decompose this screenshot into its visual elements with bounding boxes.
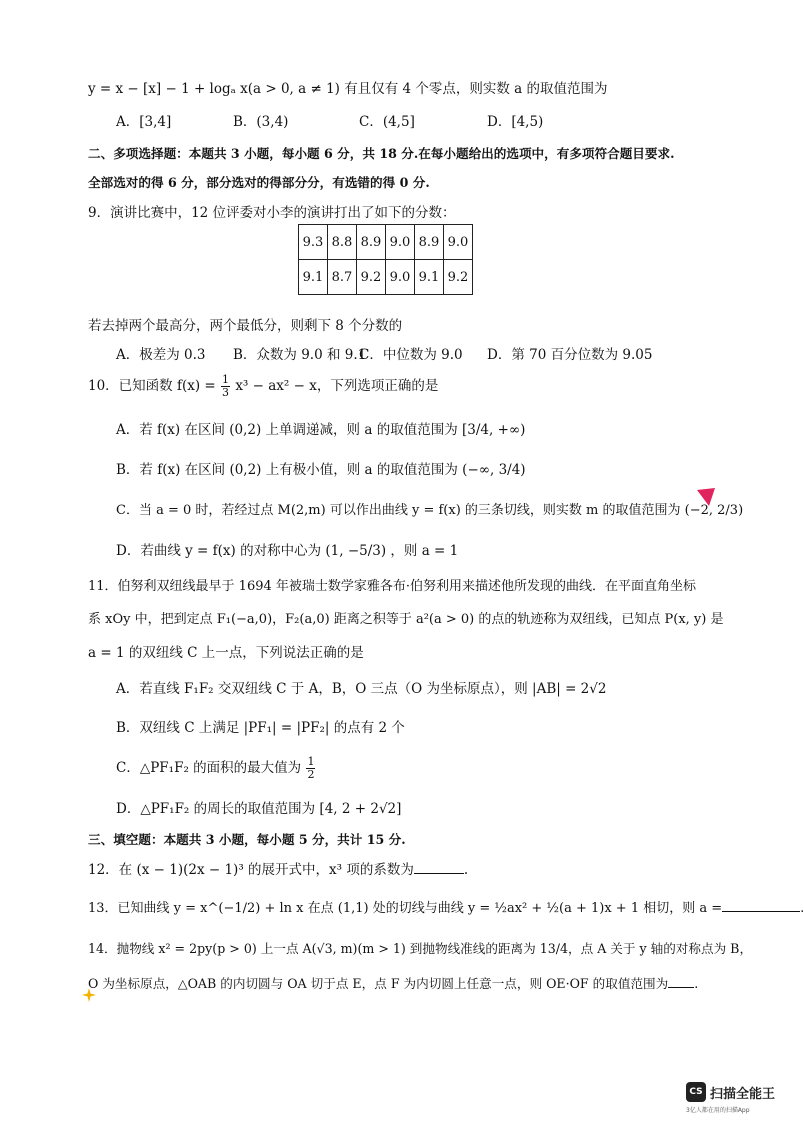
q11-frac-num: 1 [307, 755, 315, 768]
q9-after-text: 若去掉两个最高分，两个最低分，则剩下 8 个分数的 [88, 318, 403, 334]
q9-stem: 9．演讲比赛中，12 位评委对小李的演讲打出了如下的分数： [88, 205, 456, 221]
q10-option-d [116, 539, 458, 559]
q14-line2-text: O 为坐标原点，△OAB 的内切圆与 OA 切于点 E，点 F 为内切圆上任意一点，则 OE·OF 的取值范围为 [88, 976, 669, 991]
q10-stem [88, 374, 438, 399]
q12 [88, 858, 468, 878]
section2-title-line2: 全部选对的得 6 分，部分选对的得部分分，有选错的得 0 分. [88, 175, 430, 190]
q11-line3: a = 1 的双纽线 C 上一点，下列说法正确的是 [88, 645, 364, 661]
score-cell: 9.1 [415, 260, 444, 295]
score-cell: 9.0 [386, 225, 415, 260]
q10-fraction [221, 374, 230, 399]
q14-answer-blank [668, 987, 694, 988]
scanner-tagline: 3亿人都在用的扫描App [686, 1107, 750, 1114]
q10-option-c-value: (−2, 2/3) [684, 503, 744, 518]
q9-option-c: C．中位数为 9.0 [359, 347, 463, 363]
score-row-1 [299, 225, 473, 260]
section3-title: 三、填空题：本题共 3 小题，每小题 5 分，共计 15 分. [88, 832, 406, 847]
q13-stem: 13．已知曲线 y = x^(−1/2) + ln x 在点 (1,1) 处的切线与曲线 y = ½ax² + ½(a + 1)x + 1 相切，则 a = [88, 901, 723, 916]
q10-frac-den: 3 [222, 386, 230, 399]
q11-option-d: D．△PF₁F₂ 的周长的取值范围为 [4, 2 + 2√2] [116, 801, 402, 817]
q10-option-a-text: A．若 f(x) 在区间 (0,2) 上单调递减，则 a 的取值范围为 [116, 422, 458, 438]
q10-option-a [116, 418, 525, 438]
q14-end: . [694, 976, 699, 991]
q11-option-a: A．若直线 F₁F₂ 交双纽线 C 于 A，B，O 三点（O 为坐标原点），则 |AB| = 2√2 [116, 681, 607, 697]
q11-option-c-fraction [306, 756, 315, 781]
q10-option-d-tail: ，则 a = 1 [390, 543, 459, 559]
q10-option-b-value: (−∞, 3/4) [462, 462, 526, 478]
q10-option-b [116, 458, 526, 478]
score-table [298, 224, 473, 295]
q10-stem-start: 10．已知函数 f(x) = [88, 378, 216, 394]
q11-option-b: B．双纽线 C 上满足 |PF₁| = |PF₂| 的点有 2 个 [116, 720, 405, 736]
score-row-2 [299, 260, 473, 295]
q10-option-c [116, 499, 743, 518]
q14-line2 [88, 973, 698, 992]
q10-option-b-text: B．若 f(x) 在区间 (0,2) 上有极小值，则 a 的取值范围为 [116, 462, 458, 478]
q10-option-a-value: [3/4, +∞) [462, 422, 526, 438]
sparkle-icon [82, 988, 96, 1002]
q12-stem: 12．在 (x − 1)(2x − 1)³ 的展开式中，x³ 项的系数为 [88, 862, 414, 878]
score-cell: 9.3 [299, 225, 328, 260]
score-cell: 8.9 [357, 225, 386, 260]
q13-answer-blank [722, 911, 800, 912]
q8-option-d: D．[4,5) [487, 114, 544, 130]
q13-end: . [800, 901, 804, 916]
q8-option-a: A．[3,4] [116, 114, 172, 130]
score-cell: 8.7 [328, 260, 357, 295]
q12-answer-blank [414, 873, 464, 874]
red-flag-mark [695, 486, 717, 508]
scanner-logo [686, 1080, 778, 1116]
q8-option-b: B．(3,4) [233, 114, 289, 130]
q11-frac-den: 2 [307, 768, 315, 781]
q10-option-c-text: C．当 a = 0 时，若经过点 M(2,m) 可以作出曲线 y = f(x) 的三条切线，则实数 m 的取值范围为 [116, 503, 681, 518]
q10-option-d-text: D．若曲线 y = f(x) 的对称中心为 [116, 543, 322, 559]
q10-stem-end: x³ − ax² − x，下列选项正确的是 [235, 378, 439, 394]
q8-stem: y = x − [x] − 1 + logₐ x(a > 0, a ≠ 1) 有且仅有 4 个零点，则实数 a 的取值范围为 [88, 81, 608, 97]
score-cell: 8.8 [328, 225, 357, 260]
score-cell: 8.9 [415, 225, 444, 260]
q14-line1: 14．抛物线 x² = 2py(p > 0) 上一点 A(√3, m)(m > 1) 到抛物线准线的距离为 13/4，点 A 关于 y 轴的对称点为 B， [88, 941, 753, 956]
score-cell: 9.0 [386, 260, 415, 295]
score-cell: 9.2 [444, 260, 473, 295]
score-cell: 9.0 [444, 225, 473, 260]
q10-frac-num: 1 [222, 373, 230, 386]
q9-option-b: B．众数为 9.0 和 9.1 [233, 347, 367, 363]
q9-option-a: A．极差为 0.3 [116, 347, 206, 363]
q9-option-d: D．第 70 百分位数为 9.05 [487, 347, 653, 363]
q11-line2: 系 xOy 中，把到定点 F₁(−a,0)，F₂(a,0) 距离之积等于 a²(a > 0) 的点的轨迹称为双纽线，已知点 P(x, y) 是 [88, 612, 724, 627]
score-cell: 9.1 [299, 260, 328, 295]
q8-option-c: C．(4,5] [359, 114, 415, 130]
q10-option-d-value: (1, −5/3) [325, 543, 387, 559]
q11-option-c [116, 756, 316, 781]
q11-option-c-text: C．△PF₁F₂ 的面积的最大值为 [116, 760, 302, 776]
scanner-name: 扫描全能王 [710, 1087, 776, 1102]
q12-end: . [463, 862, 469, 878]
score-cell: 9.2 [357, 260, 386, 295]
section2-title: 二、多项选择题：本题共 3 小题，每小题 6 分，共 18 分.在每小题给出的选项中，有多项符合题目要求. [88, 146, 675, 161]
q13 [88, 897, 804, 916]
scanner-badge: CS [686, 1082, 706, 1102]
q11-line1: 11．伯努利双纽线最早于 1694 年被瑞士数学家雅各布·伯努利用来描述他所发现的曲线．在平面直角坐标 [88, 579, 697, 594]
